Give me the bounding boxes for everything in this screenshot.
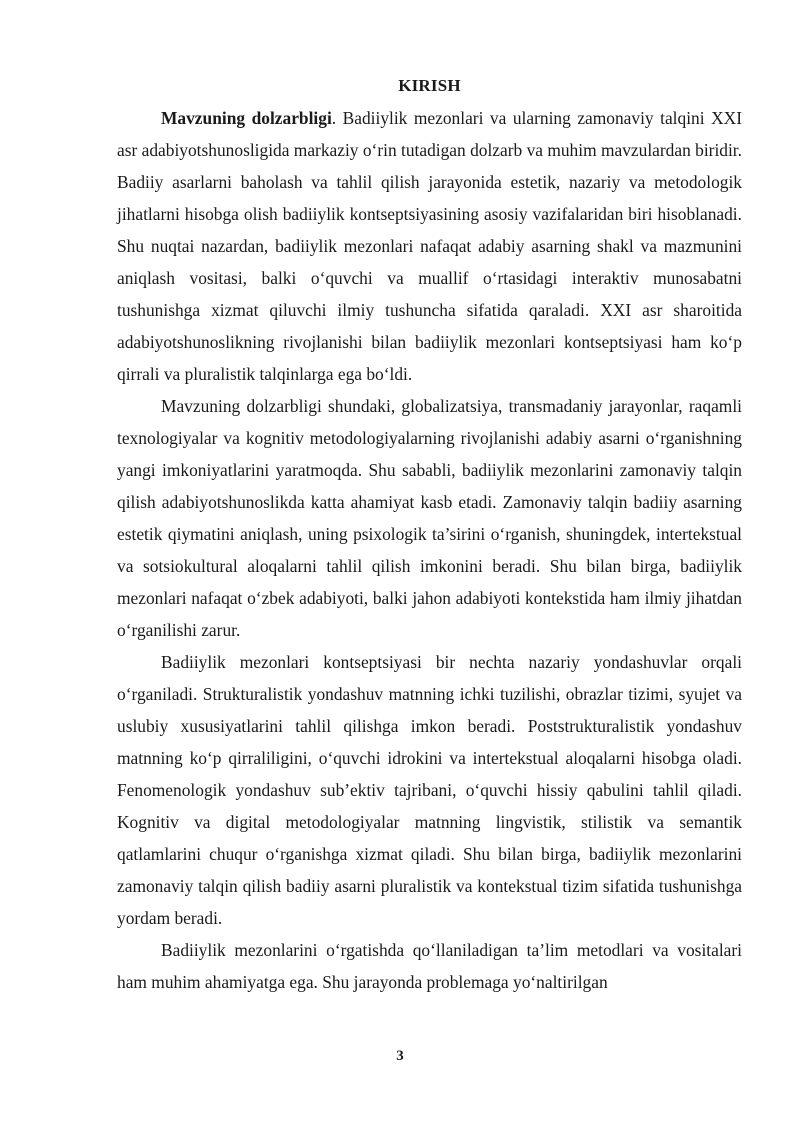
paragraph-relevance — [117, 102, 742, 390]
paragraph-text: . Badiiylik mezonlari va ularning zamonaviy talqini XXI asr adabiyotshunosligida markaziy o‘rin tutadigan dolzarb va muhim mavzulardan biridir. Badiiy asarlarni baholash va tahlil qilish jarayonida estetik, nazariy va metodologik jihatlarni hisobga olish badiiylik kontseptsiyasining asosiy vazifalaridan biri hisoblanadi. Shu nuqtai nazardan, badiiylik mezonlari nafaqat adabiy asarning shakl va mazmunini aniqlash vositasi, balki o‘quvchi va muallif o‘rtasidagi interaktiv munosabatni tushunishga xizmat qiluvchi ilmiy tushuncha sifatida qaraladi. XXI asr sharoitida adabiyotshunoslikning rivojlanishi bilan badiiylik mezonlari kontseptsiyasi ham ko‘p qirrali va pluralistik talqinlarga ega bo‘ldi. — [117, 108, 742, 384]
paragraph-teaching-methods: Badiiylik mezonlarini o‘rgatishda qo‘llaniladigan ta’lim metodlari va vositalari ham muhim ahamiyatga ega. Shu jarayonda problemaga yo‘naltirilgan — [117, 940, 742, 992]
paragraph-lead: Mavzuning dolzarbligi — [161, 108, 332, 128]
page-number: 3 — [396, 1048, 404, 1064]
paragraph-approaches: Badiiylik mezonlari kontseptsiyasi bir nechta nazariy yondashuvlar orqali o‘rganiladi. Strukturalistik yondashuv matnning ichki tuzilishi, obrazlar tizimi, syujet va uslubiy xususiyatlarini tahlil qilishga imkon beradi. Poststrukturalistik yondashuv matnning ko‘p qirraliligini, o‘quvchi idrokini va intertekstual aloqalarni hisobga oladi. Fenomenologik yondashuv sub’ektiv tajribani, o‘quvchi hissiy qabulini tahlil qiladi. Kognitiv va digital metodologiyalar matnning lingvistik, stilistik va semantik qatlamlarini chuqur o‘rganishga xizmat qiladi. Shu bilan birga, badiiylik mezonlarini zamonaviy talqin qilish badiiy asarni pluralistik va kontekstual tizim sifatida tushunishga yordam beradi. — [117, 652, 742, 928]
document-page — [117, 70, 742, 998]
paragraph-relevance-detail: Mavzuning dolzarbligi shundaki, globalizatsiya, transmadaniy jarayonlar, raqamli texnologiyalar va kognitiv metodologiyalarning rivojlanishi adabiy asarni o‘rganishning yangi imkoniyatlarini yaratmoqda. Shu sababli, badiiylik mezonlarini zamonaviy talqin qilish adabiyotshunoslikda katta ahamiyat kasb etadi. Zamonaviy talqin badiiy asarning estetik qiymatini aniqlash, uning psixologik ta’sirini o‘rganish, shuningdek, intertekstual va sotsiokultural aloqalarni tahlil qilish imkonini beradi. Shu bilan birga, badiiylik mezonlari nafaqat o‘zbek adabiyoti, balki jahon adabiyoti kontekstida ham ilmiy jihatdan o‘rganilishi zarur. — [117, 396, 742, 640]
section-heading: KIRISH — [398, 76, 461, 95]
